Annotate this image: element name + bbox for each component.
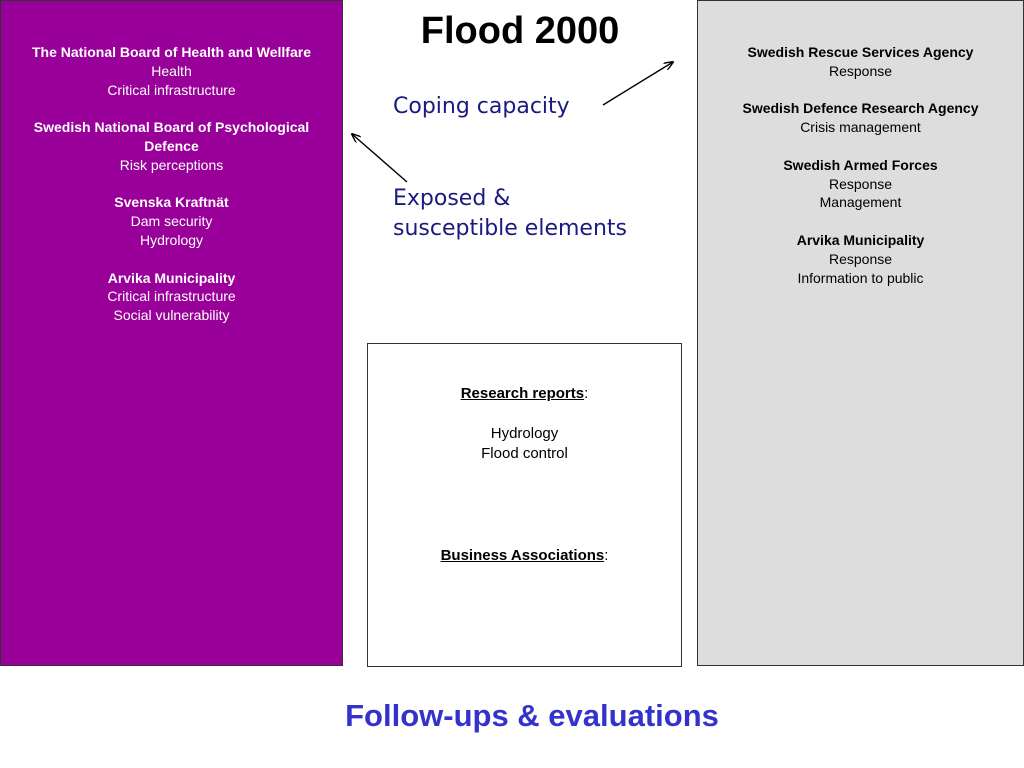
research-reports-colon: : (584, 385, 589, 402)
page-title: Flood 2000 (420, 10, 620, 52)
left-group-1 (7, 43, 336, 99)
right-group-3-name: Swedish Armed Forces (783, 156, 938, 173)
arrow-to-left-panel (352, 134, 407, 182)
left-group-1-name: The National Board of Health and Wellfare (31, 44, 311, 60)
left-group-4 (7, 269, 336, 325)
exposed-label-line-1: Exposed & (393, 186, 511, 211)
left-group-1-item-1: Health (151, 62, 192, 79)
right-group-4-name: Arvika Municipality (796, 231, 925, 248)
business-associations-colon: : (604, 547, 609, 564)
research-reports-heading: Research reports (460, 385, 585, 402)
left-group-4-item-1: Critical infrastructure (107, 288, 236, 305)
left-group-3-item-1: Dam security (130, 213, 213, 230)
left-group-2-name: Swedish National Board of Psychological Defence (33, 119, 310, 154)
business-associations-line (368, 546, 681, 566)
exposed-label-line-2: susceptible elements (393, 216, 627, 241)
right-group-2 (702, 99, 1019, 137)
left-group-3 (7, 193, 336, 249)
left-group-4-item-2: Social vulnerability (113, 307, 230, 324)
right-group-3-item-1: Response (828, 175, 893, 192)
footer-title: Follow-ups & evaluations (345, 698, 719, 733)
left-group-3-name: Svenska Kraftnät (114, 194, 229, 211)
research-item-1: Hydrology (490, 425, 559, 442)
research-item-2: Flood control (481, 445, 568, 462)
left-group-2-item-1: Risk perceptions (119, 156, 224, 173)
right-group-2-name: Swedish Defence Research Agency (742, 100, 979, 117)
exposed-elements-label (393, 184, 693, 244)
spacer (368, 404, 681, 424)
left-panel (0, 0, 343, 666)
right-group-1-item-1: Response (828, 62, 893, 79)
right-group-3-item-2: Management (819, 194, 902, 211)
coping-capacity-label: Coping capacity (393, 94, 570, 119)
right-group-2-item-1: Crisis management (800, 119, 921, 136)
left-group-2 (7, 118, 336, 174)
right-panel (697, 0, 1024, 666)
spacer (368, 464, 681, 546)
arrow-to-right-panel (603, 62, 673, 105)
left-group-1-item-2: Critical infrastructure (107, 81, 236, 98)
left-group-3-item-2: Hydrology (139, 231, 204, 248)
right-group-4-item-2: Information to public (797, 269, 924, 286)
middle-box (367, 343, 682, 667)
right-group-1 (702, 43, 1019, 81)
right-group-1-name: Swedish Rescue Services Agency (747, 44, 974, 60)
research-reports-line (368, 384, 681, 404)
right-group-4 (702, 231, 1019, 287)
right-group-3 (702, 156, 1019, 212)
business-associations-heading: Business Associations (440, 547, 605, 564)
right-group-4-item-1: Response (828, 250, 893, 267)
left-group-4-name: Arvika Municipality (107, 269, 236, 286)
